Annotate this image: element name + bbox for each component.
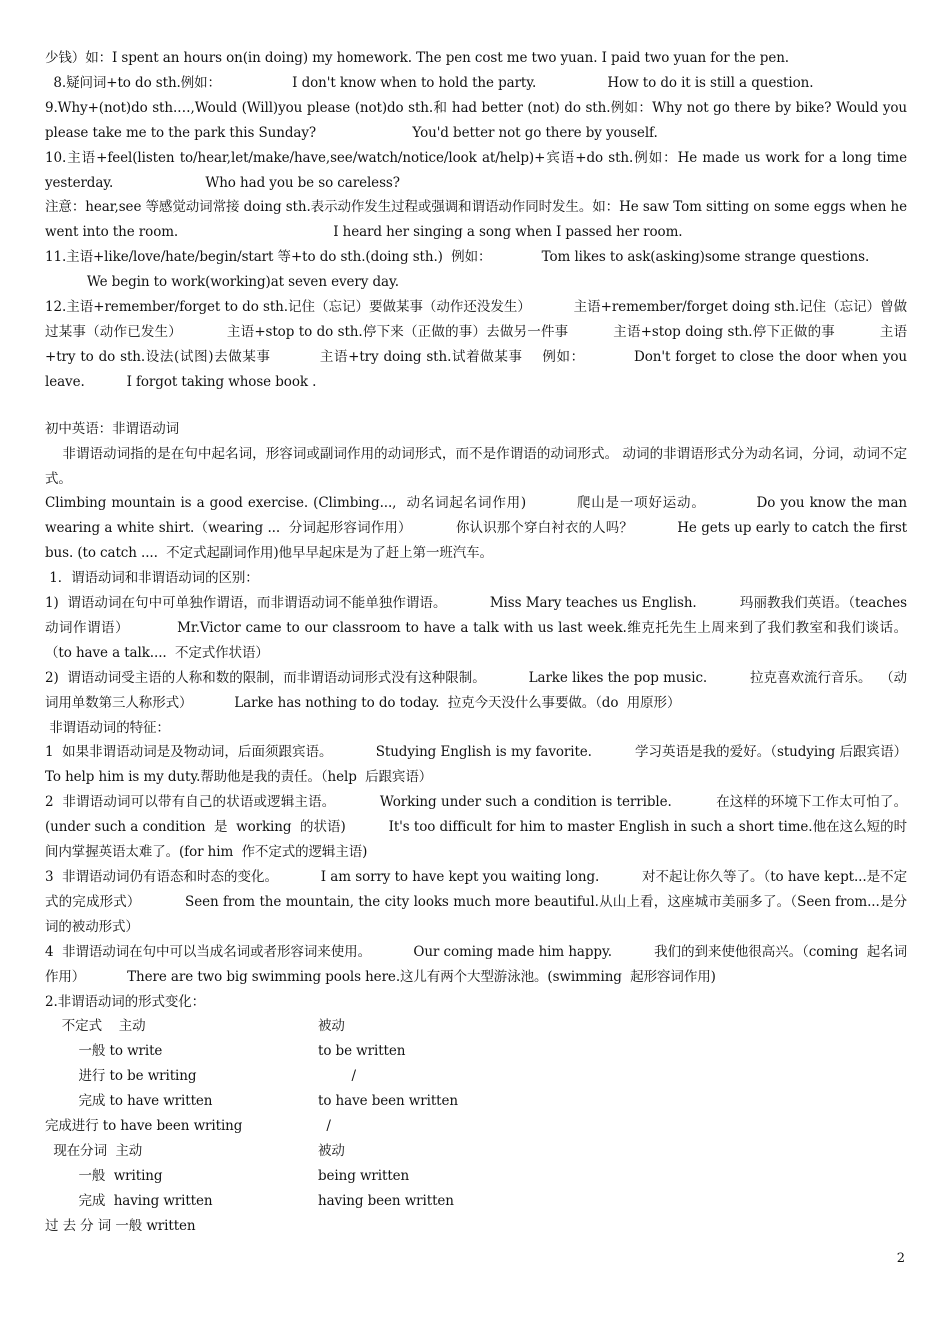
paragraph: 10.主语+feel(listen to/hear,let/make/have,see/watch/notice/look at/help)+宾语+do sth.例如：He made us work for a long time yesterday. Who had you be so careless? [45, 149, 912, 191]
table-cell: 完成 having written [45, 1192, 213, 1209]
table-cell: 不定式 主动 [45, 1018, 146, 1035]
table-row [45, 1039, 665, 1064]
table-cell: being written [318, 1167, 410, 1184]
table-cell: 过 去 分 词 一般 written [45, 1217, 196, 1234]
paragraph: 3 非谓语动词仍有语态和时态的变化。 I am sorry to have kept you waiting long. 对不起让你久等了。（to have kept...是不定式的完成形式） Seen from the mountain, the city looks much more beautiful.从山上看，这座城市美丽多了。（Seen from...是分词的被动形式） [45, 869, 907, 935]
document-page [45, 46, 949, 1239]
paragraph: 1) 谓语动词在句中可单独作谓语，而非谓语动词不能单独作谓语。 Miss Mary teaches us English. 玛丽教我们英语。（teaches 动词作谓语） Mr.Victor came to our classroom to have a talk with us last week.维克托先生上周来到了我们教室和我们谈话。 （to have a talk.... 不定式作状语） [45, 595, 916, 661]
table-cell: 一般 to write [45, 1043, 163, 1060]
table-row [45, 1214, 665, 1239]
section-heading: 初中英语：非谓语动词 [45, 420, 179, 437]
paragraph: 11.主语+like/love/hate/begin/start 等+to do sth.(doing sth.) 例如： Tom likes to ask(asking)some strange questions. [45, 249, 870, 266]
table-cell: having been written [318, 1192, 454, 1209]
paragraph: 1 如果非谓语动词是及物动词，后面须跟宾语。 Studying English is my favorite. 学习英语是我的爱好。（studying 后跟宾语） To help him is my duty.帮助他是我的责任。（help 后跟宾语） [45, 744, 949, 786]
paragraph: 少钱）如：I spent an hours on(in doing) my homework. The pen cost me two yuan. I paid two yuan for the pen. [45, 50, 789, 66]
table-row [45, 1164, 665, 1189]
table-cell: to have been written [318, 1093, 458, 1110]
paragraph: 2 非谓语动词可以带有自己的状语或逻辑主语。 Working under such a condition is terrible. 在这样的环境下工作太可怕了。(under such a condition 是 working 的状语) It's too difficult for him to master English in such a short time.他在这么短的时间内掌握英语太难了。(for him 作不定式的逻辑主语) [45, 794, 907, 861]
verb-forms-table [45, 1014, 665, 1238]
table-cell: 现在分词 主动 [45, 1142, 143, 1159]
paragraph: We begin to work(working)at seven every day. [45, 274, 399, 291]
paragraph: 2) 谓语动词受主语的人称和数的限制，而非谓语动词形式没有这种限制。 Larke likes the pop music. 拉克喜欢流行音乐。 （动词用单数第三人称形式） Larke has nothing to do today. 拉克今天没什么事要做。（do 用原形） [45, 669, 907, 711]
subheading: 2.非谓语动词的形式变化： [45, 993, 206, 1010]
paragraph: Climbing mountain is a good exercise. (Climbing..., 动名词起名词作用) 爬山是一项好运动。 Do you know the man wearing a white shirt.（wearing ... 分词起形容词作用） 你认识那个穿白衬衣的人吗？ He gets up early to catch the first bus. (to catch .... 不定式起副词作用)他早早起床是为了赶上第一班汽车。 [45, 495, 912, 562]
table-cell: 一般 writing [45, 1167, 163, 1184]
table-cell: 被动 [318, 1142, 345, 1159]
blank-line [45, 395, 907, 417]
table-cell: 完成进行 to have been writing [45, 1118, 243, 1135]
paragraph: 4 非谓语动词在句中可以当成名词或者形容词来使用。 Our coming made him happy. 我们的到来使他很高兴。（coming 起名词作用） There are two big swimming pools here.这儿有两个大型游泳池。(swimming 起形容词作用) [45, 943, 907, 985]
paragraph: 注意：hear,see 等感觉动词常接 doing sth.表示动作发生过程或强调和谓语动作同时发生。如：He saw Tom sitting on some eggs when he went into the room. I heard her singing a song when I passed her room. [45, 199, 912, 241]
subheading: 非谓语动词的特征： [45, 719, 170, 736]
table-cell [318, 1214, 665, 1239]
paragraph: 非谓语动词指的是在句中起名词，形容词或副词作用的动词形式，而不是作谓语的动词形式。 动词的非谓语形式分为动名词，分词，动词不定式。 [45, 445, 907, 487]
table-row [45, 1114, 665, 1139]
page-number: 2 [896, 1251, 905, 1266]
table-row [45, 1139, 665, 1164]
table-cell: 被动 [318, 1018, 345, 1035]
table-cell: / [318, 1068, 356, 1085]
table-cell: 进行 to be writing [45, 1068, 197, 1085]
table-row [45, 1014, 665, 1039]
paragraph: 9.Why+(not)do sth.…,Would (Will)you please (not)do sth.和 had better (not) do sth.例如：Why not go there by bike? Would you please take me to the park this Sunday? You'd better not go there by youself. [45, 99, 912, 141]
table-cell: / [318, 1118, 331, 1135]
table-row [45, 1189, 665, 1214]
table-cell: to be written [318, 1043, 406, 1060]
table-row [45, 1064, 665, 1089]
table-row [45, 1089, 665, 1114]
paragraph: 8.疑问词+to do sth.例如： I don't know when to hold the party. How to do it is still a question. [45, 74, 814, 91]
table-cell: 完成 to have written [45, 1093, 213, 1110]
paragraph: 12.主语+remember/forget to do sth.记住（忘记）要做某事（动作还没发生） 主语+remember/forget doing sth.记住（忘记）曾做过某事（动作已发生） 主语+stop to do sth.停下来（正做的事）去做另一件事 主语+stop doing sth.停下正做的事 主语+try to do sth.设法(试图)去做某事 主语+try doing sth.试着做某事 例如： Don't forget to close the door when you leave. I forgot taking whose book . [45, 299, 912, 390]
subheading: 1．谓语动词和非谓语动词的区别： [45, 570, 259, 587]
